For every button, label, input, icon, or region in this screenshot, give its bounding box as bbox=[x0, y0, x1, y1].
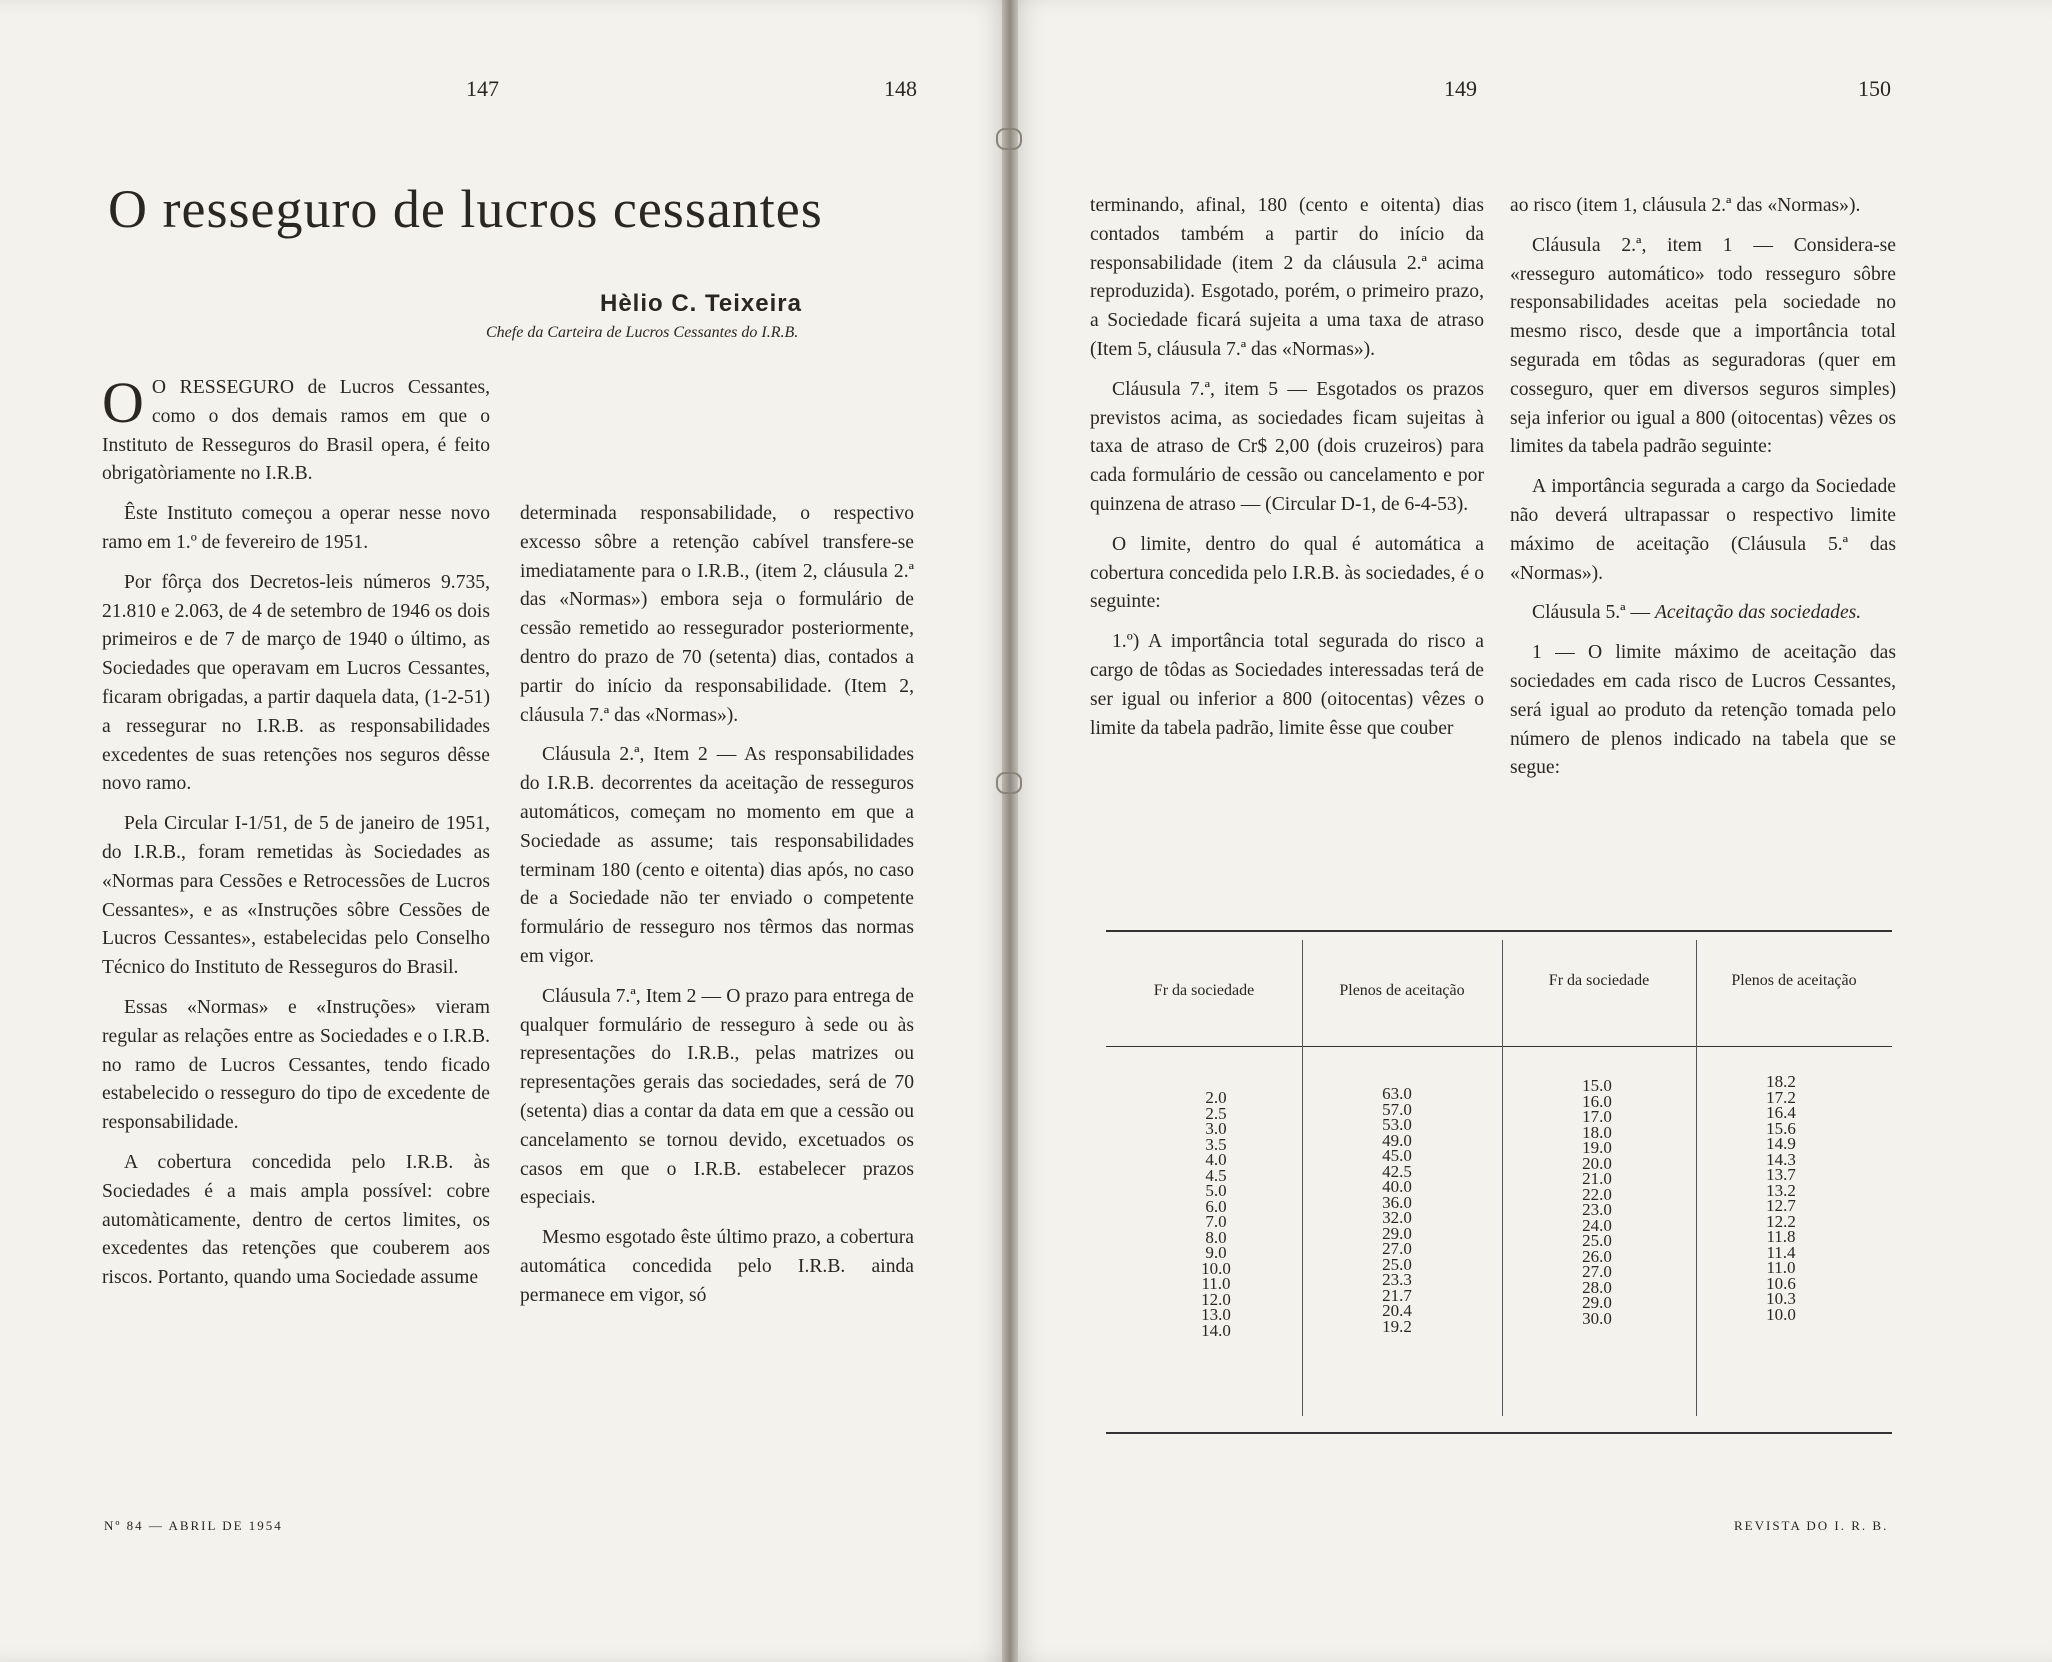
table-cell: 21.7 bbox=[1382, 1285, 1412, 1305]
table-cell: 11.4 bbox=[1766, 1242, 1796, 1262]
table-cell: 20.4 bbox=[1382, 1301, 1412, 1320]
table-cell: 23.3 bbox=[1382, 1270, 1412, 1289]
table-cell: 10.6 bbox=[1766, 1273, 1796, 1293]
table-cell: 9.0 bbox=[1205, 1243, 1227, 1262]
paragraph: O O RESSEGURO de Lucros Cessantes, como o dos demais ramos em que o Instituto de Resseguros do Brasil opera, é feito obrigatòriamente no I.R.B. bbox=[102, 370, 490, 485]
table-cell: 16.4 bbox=[1766, 1103, 1796, 1122]
table-cell: 26.0 bbox=[1582, 1246, 1612, 1266]
table-cell: 2.5 bbox=[1205, 1103, 1227, 1123]
text-column-1 bbox=[102, 370, 490, 1304]
table-column-plenos bbox=[1372, 1086, 1422, 1334]
table-cell: 5.0 bbox=[1205, 1181, 1227, 1200]
column-divider bbox=[1696, 940, 1697, 1416]
text-column-2 bbox=[520, 500, 914, 1322]
table-cell: 12.7 bbox=[1766, 1196, 1796, 1215]
table-cell: 63.0 bbox=[1382, 1084, 1412, 1103]
text-column-3 bbox=[1090, 192, 1484, 754]
table-cell: 21.0 bbox=[1582, 1169, 1612, 1188]
table-cell: 53.0 bbox=[1382, 1115, 1412, 1134]
table-header-cell: Fr da sociedade bbox=[1548, 972, 1650, 989]
table-cell: 3.5 bbox=[1205, 1134, 1227, 1154]
table-cell: 32.0 bbox=[1382, 1208, 1412, 1227]
page-number: 147 bbox=[466, 76, 499, 101]
table-cell: 13.7 bbox=[1766, 1165, 1796, 1184]
table-column-fr bbox=[1572, 1078, 1622, 1326]
table-cell: 7.0 bbox=[1205, 1212, 1227, 1231]
table-cell: 10.3 bbox=[1766, 1289, 1796, 1308]
table-cell: 23.0 bbox=[1582, 1200, 1612, 1219]
table-cell: 18.2 bbox=[1766, 1072, 1796, 1091]
table-cell: 10.0 bbox=[1201, 1258, 1231, 1278]
staple bbox=[996, 772, 1022, 794]
paragraph: Mesmo esgotado êste último prazo, a cobertura automática concedida pelo I.R.B. ainda permanece em vigor, só bbox=[520, 1227, 914, 1306]
paragraph: Cláusula 2.ª, item 1 — Considera-se «resseguro automático» todo resseguro sôbre responsabilidades aceitas pela sociedade no mesmo risco, desde que a importância total segurada em tôdas as seguradoras (quer em cosseguro, quer em diversos seguros simples) seja inferior ou igual a 800 (oitocentas) vêzes os limites da tabela padrão seguinte: bbox=[1510, 234, 1896, 458]
footer-journal: REVISTA DO I. R. B. bbox=[1734, 1518, 1889, 1533]
table-cell: 12.0 bbox=[1201, 1289, 1231, 1309]
column-divider bbox=[1302, 940, 1303, 1416]
paragraph: O limite, dentro do qual é automática a cobertura concedida pelo I.R.B. às sociedades, é o seguinte: bbox=[1090, 533, 1484, 613]
paragraph: A importância segurada a cargo da Sociedade não deverá ultrapassar o respectivo limite máximo de aceitação (Cláusula 5.ª das «Normas»). bbox=[1510, 476, 1896, 584]
text-column-4 bbox=[1510, 192, 1896, 794]
paragraph: determinada responsabilidade, o respectivo excesso sôbre a retenção cabível transfere-se imediatamente para o I.R.B., (item 2, cláusula 2.ª das «Normas») embora seja o formulário de cessão remetido ao ressegurador posteriormente, dentro do prazo de 70 (setenta) dias, contados a partir do início da responsabilidade. (Item 2, cláusula 7.ª das «Normas»). bbox=[520, 503, 914, 726]
author-role: Chefe da Carteira de Lucros Cessantes do I.R.B. bbox=[486, 324, 799, 341]
table-cell: 17.0 bbox=[1582, 1107, 1612, 1126]
table-cell: 13.0 bbox=[1201, 1305, 1231, 1324]
table-cell: 10.0 bbox=[1766, 1304, 1796, 1324]
paragraph: Por fôrça dos Decretos-leis números 9.735, 21.810 e 2.063, de 4 de setembro de 1946 os dois primeiros e de 7 de março de 1940 o último, as Sociedades que operavam em Lucros Cessantes, ficaram obrigadas, a partir daquela data, (1-2-51) a ressegurar no I.R.B. as responsabilidades excedentes de suas retenções nos seguros dêsse novo ramo. bbox=[102, 571, 490, 795]
table-cell: 27.0 bbox=[1382, 1239, 1412, 1258]
table-cell: 25.0 bbox=[1382, 1254, 1412, 1274]
table-cell: 29.0 bbox=[1382, 1223, 1412, 1243]
table-cell: 19.2 bbox=[1382, 1316, 1412, 1336]
table-cell: 19.0 bbox=[1582, 1138, 1612, 1157]
table-column-fr bbox=[1196, 1090, 1236, 1338]
table-cell: 11.0 bbox=[1201, 1274, 1231, 1293]
table-cell: 36.0 bbox=[1382, 1192, 1412, 1212]
table-cell: 11.0 bbox=[1766, 1258, 1796, 1277]
table-cell: 24.0 bbox=[1582, 1215, 1612, 1235]
author-name: Hèlio C. Teixeira bbox=[600, 290, 802, 317]
table-cell: 11.8 bbox=[1766, 1227, 1796, 1246]
table-cell: 27.0 bbox=[1582, 1262, 1612, 1281]
staple bbox=[996, 128, 1022, 150]
page-number: 148 bbox=[884, 76, 917, 101]
table-cell: 49.0 bbox=[1382, 1130, 1412, 1150]
table-cell: 28.0 bbox=[1582, 1277, 1612, 1297]
table-cell: 3.0 bbox=[1205, 1119, 1227, 1138]
table-cell: 45.0 bbox=[1382, 1146, 1412, 1165]
article-title: O resseguro de lucros cessantes bbox=[108, 179, 823, 239]
table-cell: 14.3 bbox=[1766, 1149, 1796, 1169]
paragraph: A cobertura concedida pelo I.R.B. às Sociedades é a mais ampla possível: cobre automàticamente, dentro de certos limites, os excedentes das retenções que couberem aos riscos. Portanto, quando uma Sociedade assume bbox=[102, 1151, 490, 1289]
table-cell: 13.2 bbox=[1766, 1180, 1796, 1200]
table-header-cell: Plenos de aceitação bbox=[1731, 972, 1857, 989]
table-cell: 17.2 bbox=[1766, 1087, 1796, 1107]
table-header-cell: Fr da sociedade bbox=[1153, 982, 1255, 999]
paragraph: terminando, afinal, 180 (cento e oitenta) dias contados também a partir do início da responsabilidade (item 2 da cláusula 2.ª acima reproduzida). Esgotado, porém, o primeiro prazo, a Sociedade ficará sujeita a uma taxa de atraso (Item 5, cláusula 7.ª das «Normas»). bbox=[1090, 195, 1484, 360]
table-cell: 14.0 bbox=[1201, 1320, 1231, 1340]
table-cell: 42.5 bbox=[1382, 1161, 1412, 1181]
table-cell: 16.0 bbox=[1582, 1091, 1612, 1111]
table-cell: 40.0 bbox=[1382, 1177, 1412, 1196]
paragraph: Cláusula 7.ª, Item 2 — O prazo para entrega de qualquer formulário de resseguro à sede ou às representações do I.R.B., pelas matrizes ou representações gerais das sociedades, será de 70 (setenta) dias a contar da data em que a cessão ou cancelamento se tornou devido, excetuados os casos em que o I.R.B. estabelecer prazos especiais. bbox=[520, 985, 914, 1209]
paragraph: 1 — O limite máximo de aceitação das sociedades em cada risco de Lucros Cessantes, será igual ao produto da retenção tomada pelo número de plenos indicado na tabela que se segue: bbox=[1510, 642, 1896, 779]
table-cell: 6.0 bbox=[1205, 1196, 1227, 1216]
drop-cap: O bbox=[102, 370, 144, 435]
paragraph: Cláusula 5.ª — Aceitação das sociedades. bbox=[1532, 602, 1862, 624]
book-gutter bbox=[1002, 0, 1018, 1662]
table-cell: 29.0 bbox=[1582, 1293, 1612, 1312]
table-cell: 12.2 bbox=[1766, 1211, 1796, 1231]
paragraph: Êste Instituto começou a operar nesse novo ramo em 1.º de fevereiro de 1951. bbox=[102, 503, 490, 553]
paragraph: 1.º) A importância total segurada do risco a cargo de tôdas as Sociedades interessadas terá de ser igual ou inferior a 800 (oitocentas) vêzes o limite da tabela padrão, limite êsse que couber bbox=[1090, 631, 1484, 739]
table-cell: 25.0 bbox=[1582, 1231, 1612, 1250]
paragraph: Cláusula 2.ª, Item 2 — As responsabilidades do I.R.B. decorrentes da aceitação de resseguros automáticos, começam no momento em que a Sociedade as assume; tais responsabilidades terminam 180 (cento e oitenta) dias após, no caso de a Sociedade não ter enviado o competente formulário de resseguro nos têrmos das normas em vigor. bbox=[520, 744, 914, 967]
table-cell: 8.0 bbox=[1205, 1227, 1227, 1247]
table-column-plenos bbox=[1756, 1074, 1806, 1322]
paragraph: ao risco (item 1, cláusula 2.ª das «Normas»). bbox=[1510, 195, 1861, 216]
acceptance-table bbox=[1106, 930, 1892, 1434]
table-cell: 22.0 bbox=[1582, 1184, 1612, 1204]
table-cell: 15.6 bbox=[1766, 1118, 1796, 1138]
footer-issue: Nº 84 — ABRIL DE 1954 bbox=[104, 1518, 283, 1533]
table-cell: 20.0 bbox=[1582, 1153, 1612, 1173]
paragraph: Pela Circular I-1/51, de 5 de janeiro de 1951, do I.R.B., foram remetidas às Sociedades as «Normas para Cessões e Retrocessões de Lucros Cessantes», e as «Instruções sôbre Cessões de Lucros Cessantes», estabelecidas pelo Conselho Técnico do Instituto de Resseguros do Brasil. bbox=[102, 813, 490, 979]
table-cell: 14.9 bbox=[1766, 1134, 1796, 1153]
table-header-cell: Plenos de aceitação bbox=[1339, 982, 1465, 999]
table-cell: 57.0 bbox=[1382, 1099, 1412, 1119]
page-number: 149 bbox=[1444, 76, 1477, 101]
column-divider bbox=[1502, 940, 1503, 1416]
table-cell: 4.5 bbox=[1205, 1165, 1227, 1185]
table-cell: 2.0 bbox=[1205, 1088, 1227, 1107]
table-cell: 15.0 bbox=[1582, 1076, 1612, 1095]
table-cell: 18.0 bbox=[1582, 1122, 1612, 1142]
paragraph: Cláusula 7.ª, item 5 — Esgotados os prazos previstos acima, as sociedades ficam sujeitas à taxa de atraso de Cr$ 2,00 (dois cruzeiros) para cada formulário de cessão ou cancelamento e por quinzena de atraso — (Circular D-1, de 6-4-53). bbox=[1090, 378, 1484, 515]
table-cell: 4.0 bbox=[1205, 1150, 1227, 1169]
paragraph: Essas «Normas» e «Instruções» vieram regular as relações entre as Sociedades e o I.R.B. no ramo de Lucros Cessantes, tendo ficado estabelecido o resseguro do tipo de excedente de responsabilidade. bbox=[102, 996, 490, 1134]
table-cell: 30.0 bbox=[1582, 1308, 1612, 1328]
page-number: 150 bbox=[1858, 76, 1891, 101]
